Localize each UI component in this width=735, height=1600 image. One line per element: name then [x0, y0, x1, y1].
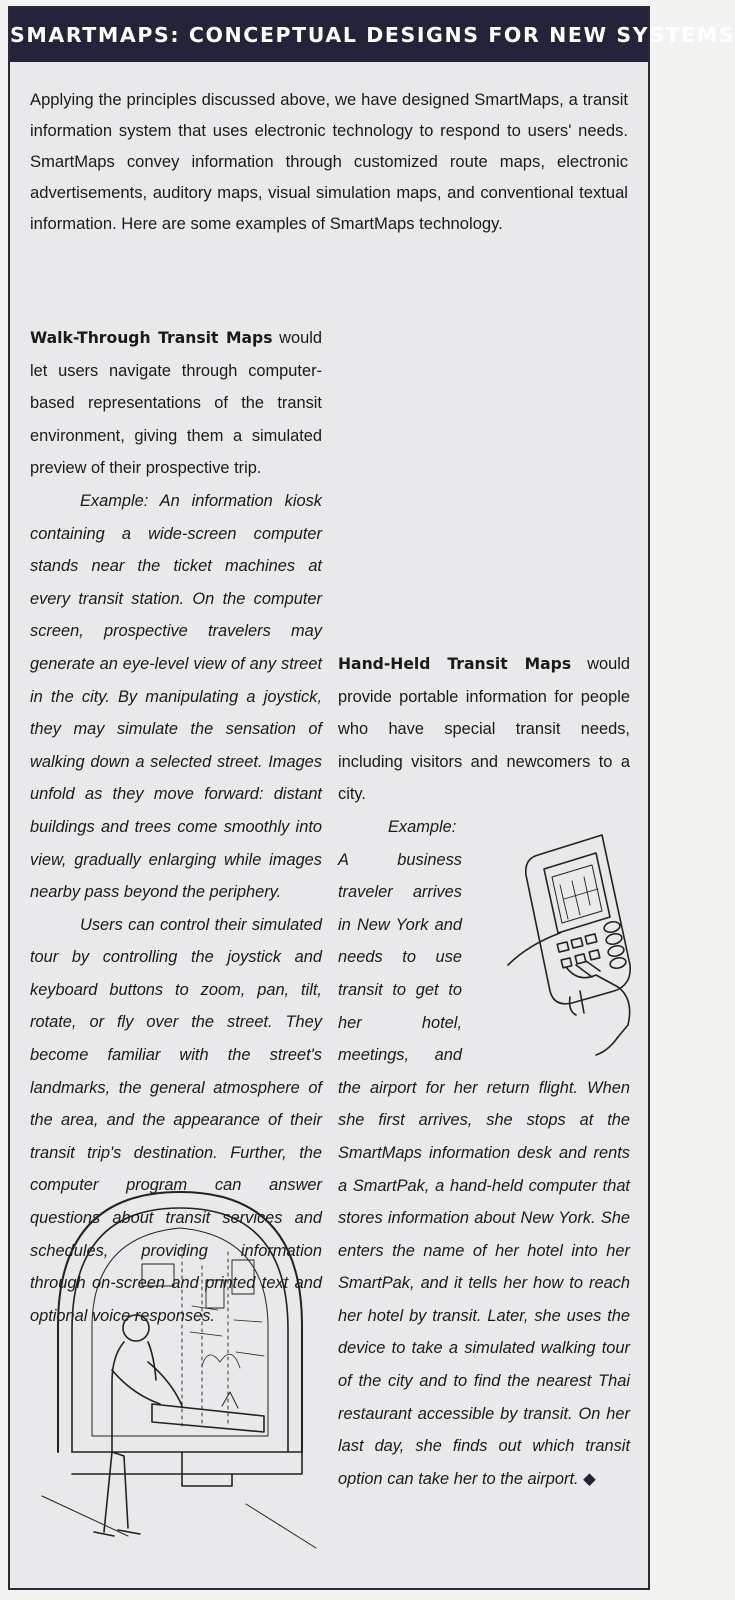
right-column [338, 322, 630, 1495]
hand-held-example: Example: A business traveler arrives in New York and needs to use transit to get to her hotel, meetings, and the airport for her return flight. When she first arrives, she stops at the SmartMaps information desk and rents a SmartPak, a hand-held computer that stores information about New York. She enters the name of her hotel into her SmartPak, and it tells her how to reach her hotel by transit. Later, she uses the device to take a simulated walking tour of the city and to find the nearest Thai restaurant accessible by transit. On her last day, she finds out which transit option can take her to the airport. ◆ [338, 811, 630, 1495]
walk-through-body: would let users navigate through computer-based representations of the transit environment, giving them a simulated preview of their prospective trip. [30, 329, 322, 478]
walk-through-example: Example: An information kiosk containing a wide-screen computer stands near the ticket machines at every transit station. On the computer screen, prospective travelers may generate an eye-level view of any street in the city. By manipulating a joystick, they may simulate the sensation of walking down a selected street. Images unfold as they move forward: distant buildings and trees come smoothly into view, gradually enlarging while images nearby pass beyond the periphery. [30, 491, 322, 902]
walk-through-heading: Walk-Through Transit Maps [30, 329, 273, 347]
end-mark: ◆ [583, 1469, 596, 1488]
hand-held-paragraph [338, 648, 630, 811]
hand-held-heading: Hand-Held Transit Maps [338, 655, 572, 673]
kiosk-illustration [32, 1156, 324, 1572]
section-banner: SMARTMAPS: CONCEPTUAL DESIGNS FOR NEW SYSTEMS [10, 8, 648, 62]
walk-through-paragraph [30, 322, 322, 485]
hand-held-body: would provide portable information for people who have special transit needs, including visitors and newcomers to a city. [338, 655, 630, 804]
article-panel [8, 6, 735, 1590]
intro-paragraph: Applying the principles discussed above, we have designed SmartMaps, a transit information system that uses electronic technology to respond to users' needs. SmartMaps convey information through customized route maps, electronic advertisements, auditory maps, visual simulation maps, and conventional textual information. Here are some examples of SmartMaps technology. [30, 90, 628, 233]
handheld-device-illustration [468, 815, 636, 1071]
column-continuation-space [338, 322, 630, 648]
walk-through-paragraph-2: Users can control their simulated tour by controlling the joystick and keyboard buttons to zoom, pan, tilt, rotate, or fly over the street. They become familiar with the street's landmarks, the general atmosphere of the area, and the appearance of their transit trip's destination. Further, the computer program can answer questions about transit services and schedules, providing information through on-screen and printed text and optional voice responses. [30, 915, 322, 1325]
